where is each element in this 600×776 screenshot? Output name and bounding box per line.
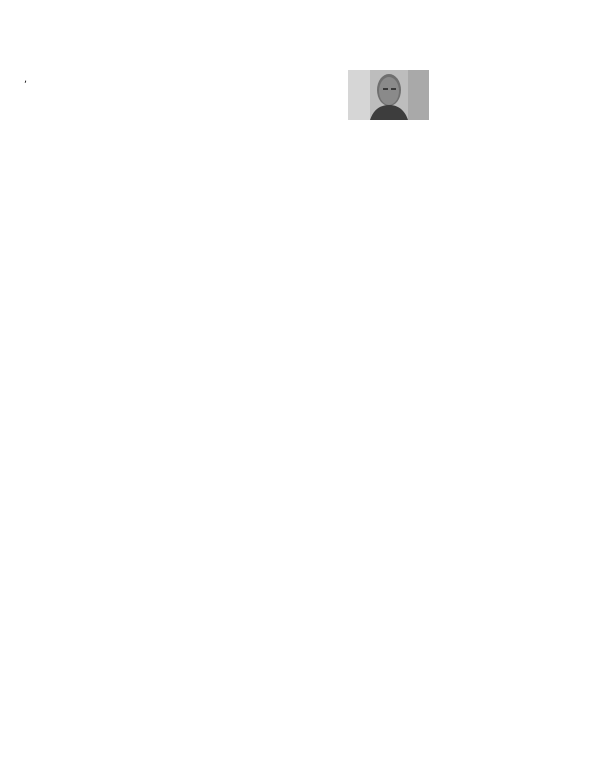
lyrics-column [24, 73, 274, 100]
singer-photo-image [348, 70, 429, 120]
lyrics-stanza [24, 73, 274, 87]
lyric-line: , [24, 74, 27, 85]
question-8-line-1 [274, 575, 283, 588]
singer-photo [348, 70, 429, 120]
question-9-line-1 [272, 617, 281, 630]
question-7-line-1 [274, 520, 283, 533]
